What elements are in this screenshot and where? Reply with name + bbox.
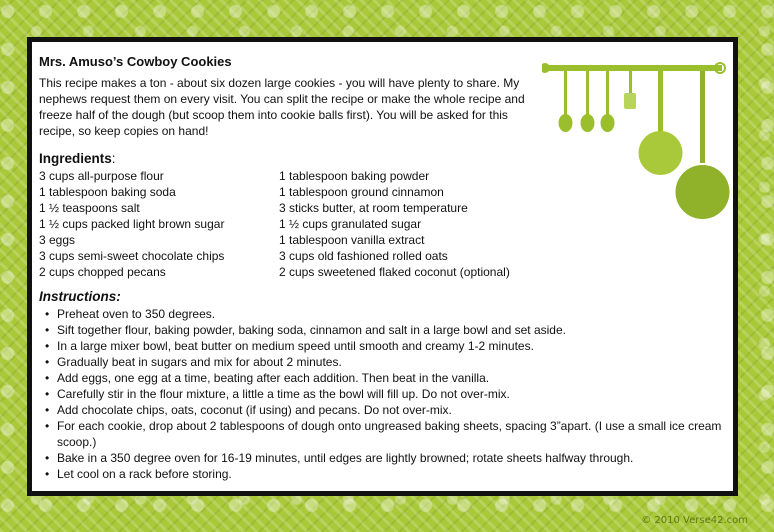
- bullet-icon: •: [45, 323, 50, 337]
- instructions-list: [39, 306, 729, 482]
- instruction-step: [39, 418, 729, 450]
- instruction-text: Preheat oven to 350 degrees.: [57, 307, 216, 321]
- ingredient-text: 1 tablespoon baking powder: [279, 169, 430, 183]
- bullet-icon: •: [45, 355, 50, 369]
- ingredient-item: [39, 184, 224, 200]
- ingredient-item: [39, 168, 224, 184]
- instruction-step: [39, 466, 729, 482]
- bullet-icon: •: [45, 307, 50, 321]
- instruction-text: Add chocolate chips, oats, coconut (if using) and pecans. Do not over-mix.: [57, 403, 452, 417]
- ingredient-item: [279, 200, 510, 216]
- ingredient-text: 1 tablespoon ground cinnamon: [279, 185, 444, 199]
- ingredient-text: 2 cups chopped pecans: [39, 265, 166, 279]
- ingredient-item: [279, 248, 510, 264]
- instruction-text: Bake in a 350 degree oven for 16-19 minutes, until edges are lightly browned; rotate sheets halfway through.: [57, 451, 634, 465]
- instruction-step: [39, 450, 729, 466]
- ingredient-item: [39, 248, 224, 264]
- bullet-icon: •: [45, 419, 50, 433]
- ingredient-item: [279, 184, 510, 200]
- ingredient-text: 3 sticks butter, at room temperature: [279, 201, 468, 215]
- ingredient-text: 3 cups old fashioned rolled oats: [279, 249, 448, 263]
- bullet-icon: •: [45, 371, 50, 385]
- bullet-icon: •: [45, 403, 50, 417]
- instruction-step: [39, 338, 729, 354]
- instruction-text: Carefully stir in the flour mixture, a little a time as the bowl will fill up. Do not over-mix.: [57, 387, 510, 401]
- instruction-step: [39, 354, 729, 370]
- ingredients-right-column: [279, 168, 510, 280]
- instructions-heading: Instructions:: [39, 289, 121, 304]
- ingredient-item: [39, 232, 224, 248]
- hanging-kitchen-utensils-icon: [542, 57, 732, 227]
- instruction-text: Gradually beat in sugars and mix for about 2 minutes.: [57, 355, 342, 369]
- ingredient-item: [39, 200, 224, 216]
- ingredient-text: 3 eggs: [39, 233, 76, 247]
- instruction-step: [39, 402, 729, 418]
- bullet-icon: •: [45, 451, 50, 465]
- ingredient-text: 2 cups sweetened flaked coconut (optional): [279, 265, 510, 279]
- ingredient-item: [39, 216, 224, 232]
- recipe-intro: This recipe makes a ton - about six dozen large cookies - you will have plenty to share. My nephews request them on every visit. You can split the recipe or make the whole recipe and freeze half of the dough (but scoop them into cookie balls first). You will be asked for this recipe, so keep copies on hand!: [39, 76, 525, 138]
- instruction-step: [39, 306, 729, 322]
- recipe-title: Mrs. Amuso’s Cowboy Cookies: [39, 54, 232, 69]
- instruction-text: In a large mixer bowl, beat butter on medium speed until smooth and creamy 1-2 minutes.: [57, 339, 534, 353]
- ingredients-left-column: [39, 168, 224, 280]
- bullet-icon: •: [45, 387, 50, 401]
- instruction-step: [39, 370, 729, 386]
- copyright-text: © 2010 Verse42.com: [641, 515, 748, 526]
- instruction-text: Let cool on a rack before storing.: [57, 467, 232, 481]
- ingredients-heading-colon: :: [111, 151, 116, 166]
- ingredient-item: [279, 264, 510, 280]
- instruction-step: [39, 322, 729, 338]
- ingredient-text: 1 ½ teaspoons salt: [39, 201, 140, 215]
- ingredients-heading: [39, 151, 116, 166]
- bullet-icon: •: [45, 467, 50, 481]
- ingredient-item: [39, 264, 224, 280]
- ingredient-text: 3 cups semi-sweet chocolate chips: [39, 249, 225, 263]
- instruction-text: Sift together flour, baking powder, baking soda, cinnamon and salt in a large bowl and set aside.: [57, 323, 566, 337]
- ingredients-heading-text: Ingredients: [39, 151, 112, 166]
- ingredient-text: 1 ½ cups packed light brown sugar: [39, 217, 225, 231]
- ingredient-item: [279, 168, 510, 184]
- instruction-text: For each cookie, drop about 2 tablespoons of dough onto ungreased baking sheets, spacing 3”apart. (I use a small ice cream scoop.): [57, 419, 722, 449]
- ingredient-text: 1 tablespoon vanilla extract: [279, 233, 425, 247]
- instruction-step: [39, 386, 729, 402]
- ingredient-text: 1 tablespoon baking soda: [39, 185, 176, 199]
- ingredient-item: [279, 232, 510, 248]
- instruction-text: Add eggs, one egg at a time, beating after each addition. Then beat in the vanilla.: [57, 371, 490, 385]
- bullet-icon: •: [45, 339, 50, 353]
- recipe-card: [27, 37, 738, 496]
- ingredient-text: 1 ½ cups granulated sugar: [279, 217, 422, 231]
- ingredient-text: 3 cups all-purpose flour: [39, 169, 164, 183]
- ingredient-item: [279, 216, 510, 232]
